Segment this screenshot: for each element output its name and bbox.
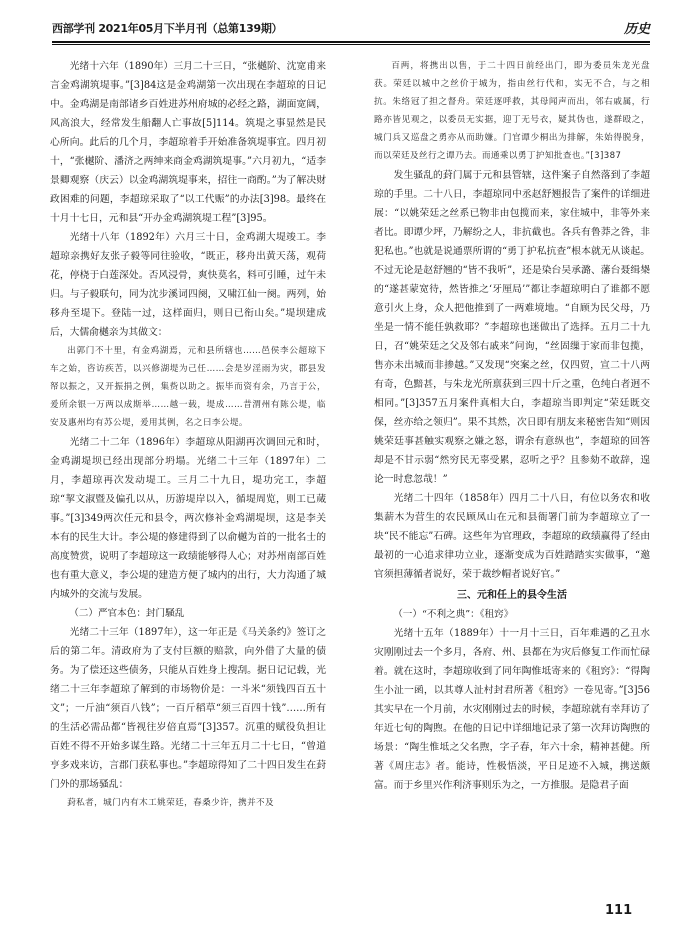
journal-title: 西部学刊 2021年05月下半月刊（总第139期） (52, 22, 283, 35)
block-quote: 百两，将携出以售，于二十四日前经出门，即为委员朱龙光盘获。荣廷以城中之丝价于城为，指由丝行代和，实无不合，与之相抗。朱络冠了担之督舟。荣廷逐呼救，其母闻声而出，邻右戚属，行路亦皆见观之，以委员无实据，迎丁无号衣，疑其伪也，遂群殴之，城门兵又巡盘之勇亦从而助嫌。门官谭少桐出为排解，朱始得脱身，而以荣廷及丝行之谭乃去。而通乘以勇丁护知批查也。”[3]387 (374, 61, 650, 161)
left-column (50, 57, 326, 887)
paragraph: 发生骚乱的葑门属于元和县管辖，这件案子自然落到了李超琼的手里。二十八日，李超琼同中丞赵舒翘报告了案件的详细进展：“以姚荣廷之丝系已物非由包揽而来，家住城中，非等外来者比。即谭少坪，乃解纷之人，非抗截也。各兵有鲁莽之咎，非犯私也。”也就是说通票所谓的“勇丁护私抗查”根本就无从谈起。不过无论是赵舒翘的“皆不我听”，还是染台吴承潞、藩台聂缉椝的“遂甚蒙宽待，然皆推之‘牙厘局’”都让李超琼明白了谁都不愿意引火上身，众人把他推到了一两难境地。“自顾为民父母，乃坐是一情不能任孰救耶？”李超琼也迷做出了选择。五月二十九日，召“姚荣廷之父及邻右戚来”问询，“丝固缫于家而非包揽，售亦未出城而非掺越。”又发现“突案之丝，仅四贸，宣二十八两有奇，色黯甚，与朱龙光所禀获到三四十斤之重，色纯白者迥不相同。”[3]357五月案件真相大白，李超琼当即判定“荣廷既交保，丝亦给之领归”。果不其然，次日即有朋友来秘密告知“则因姚荣廷事甚触实观察之嫌之怒，谓余有意纵也”，李超琼的回答却是不甘示弱“然穷民无辜受累，忍听之乎？且参劾不敢辞，遑论一时怠忽哉！” (374, 170, 650, 485)
paragraph: 光绪十五年（1889年）十一月十三日，百年难遇的乙丑水灾刚刚过去一个多月，各府、州、县都在为灾后修复工作而忙碌着。就在这时，李超琼收到了同年陶惟坻寄来的《租窍》：“得陶生小沚一函，以其尊人沚村封君所著《租窍》一卷见寄。”[3]56其实早在一个月前，水灾刚刚过去的时候，李超琼就有幸拜访了年近七旬的陶煦。在他的日记中详细地记录了第一次拜访陶煦的场景：“陶生惟坻之父名煦，字子春，年六十余，精神甚健。所著《周庄志》者。能诗，性极悟淡，平日足迹不入城，携送颇富。而于乡里兴作利济事则乐为之，一方推服。是隐君子面 (374, 628, 650, 791)
subsection-heading: （二）严官本色：封门騒乱 (69, 608, 185, 619)
page-header (52, 16, 650, 40)
block-quote: 葑私者，城门内有木工姚荣廷，春桑少许，携并不及 (67, 798, 275, 808)
paragraph: 光绪二十四年（1858年）四月二十八日，有位以务农和收集薪木为营生的农民顾凤山在元和县衙署门前为李超琼立了一块“民不能忘”石碑。这些年为官理政，李超琼的政绩赢得了经由最初的一心追求律功立业，逐渐变成为百姓踏踏实实做事，“邀官须担薄循者说好，荣于裁纱帽者说好官。” (374, 493, 650, 580)
paragraph: 光绪二十三年（1897年），这一年正是《马关条约》签订之后的第二年。清政府为了支付巨额的赔款，向外借了大量的债务。为了偿还这些债务，只能从百姓身上搜刮。据日记记载，光绪二十三年李超琼了解到的市场物价是：一斗米“须钱四百五十文”；一斤油“须百八钱”；一百斤稻草“须三百四十钱”……所有的生活必需品都“皆视往岁倍直焉”[3]357。沉重的赋役负担让百姓不得不开始多谋生路。光绪二十三年五月二十七日，“曾道亨多戏来访，言郡门获私事也。”李超琼得知了二十四日发生在葑门外的那场骚乱： (50, 627, 326, 790)
paragraph: 光绪十六年（1890年）三月二十三日，“张樾阶、沈宽甫来言金鸡湖筑堤事。”[3]84这是金鸡湖第一次出现在李超琼的日记中。金鸡湖是南部诸乡百姓进苏州府城的必经之路，湖面宽阔，风高浪大，经常发生船翻人亡事故[5]114。筑堤之事显然是民心所向。此后的几个月，李超琼着手开始准备筑堤事宜。四月初十，“张樾阶、潘济之两绅来商金鸡湖筑堤事。”六月初九，“适李景卿观察（庆云）以金鸡湖筑堤事来，招往一商酌。”为了解决财政困难的问题，李超琼采取了“以工代赈”的办法[3]98。最终在十月十七日，元和县“开办金鸡湖筑堤工程”[3]95。 (50, 61, 326, 224)
section-label: 历史 (623, 22, 650, 37)
subsection-heading: （一）“不利之典”：《租窍》 (393, 609, 514, 620)
right-column (374, 57, 650, 887)
page-number: 111 (605, 903, 633, 918)
block-quote: 出郭门不十里，有金鸡湖焉，元和县所辖也……邑侯李公超琼下车之始，咨访疾苦，以兴修湖堤为己任……会是岁淫雨为灾，郡县发帑以振之，又开振捐之例，集赀以助之。振毕而资有余，乃言于公，爰所余银一万两以成斯举……越一载，堤成……昔渭州有陈公堤，临安及惠州均有苏公堤，爰用其例，名之曰李公堤。 (50, 346, 326, 428)
section-heading: 三、元和任上的县令生活 (457, 590, 567, 601)
paragraph: 光绪十八年（1892年）六月三十日，金鸡湖大堤竣工。李超琼亲携好友张子毅等同往验收，“既正，移舟出黄天荡，观荷花，停桡于白莲深处。否风浸骨，爽快莫名，料可引睡，过午未归。与子毅联句，同为沈步溪词四阕，又啸江仙一阕。两列，始移舟至堤下。登陆一过，这样面归，则日已衔山矣。”堤坝建成后，大儒俞樾亲为其做文： (50, 232, 326, 338)
header-rule (52, 41, 650, 43)
paragraph: 光绪二十二年（1896年）李超琼从阳湖再次调回元和时，金鸡湖堤坝已经出现部分坍塌。光绪二十三年（1897年）二月，李超琼再次发动堤工。三月二十九日，堤功完工，李超琼“挈文淑暨及偏孔以从，历游堤岸以入，循堤周览，则工已蒇事。”[3]349两次任元和县令，两次修补金鸡湖堤坝，这是李关本有的民生大计。李公堤的修建得到了以俞樾为首的一批名士的高度赞赏，说明了李超琼这一政绩能够得人心；对苏州南部百姓也有重大意义，李公堤的建造方便了城内的出行，大力沟通了城内城外的交流与发展。 (50, 437, 326, 600)
header-rule-thin (52, 44, 650, 45)
